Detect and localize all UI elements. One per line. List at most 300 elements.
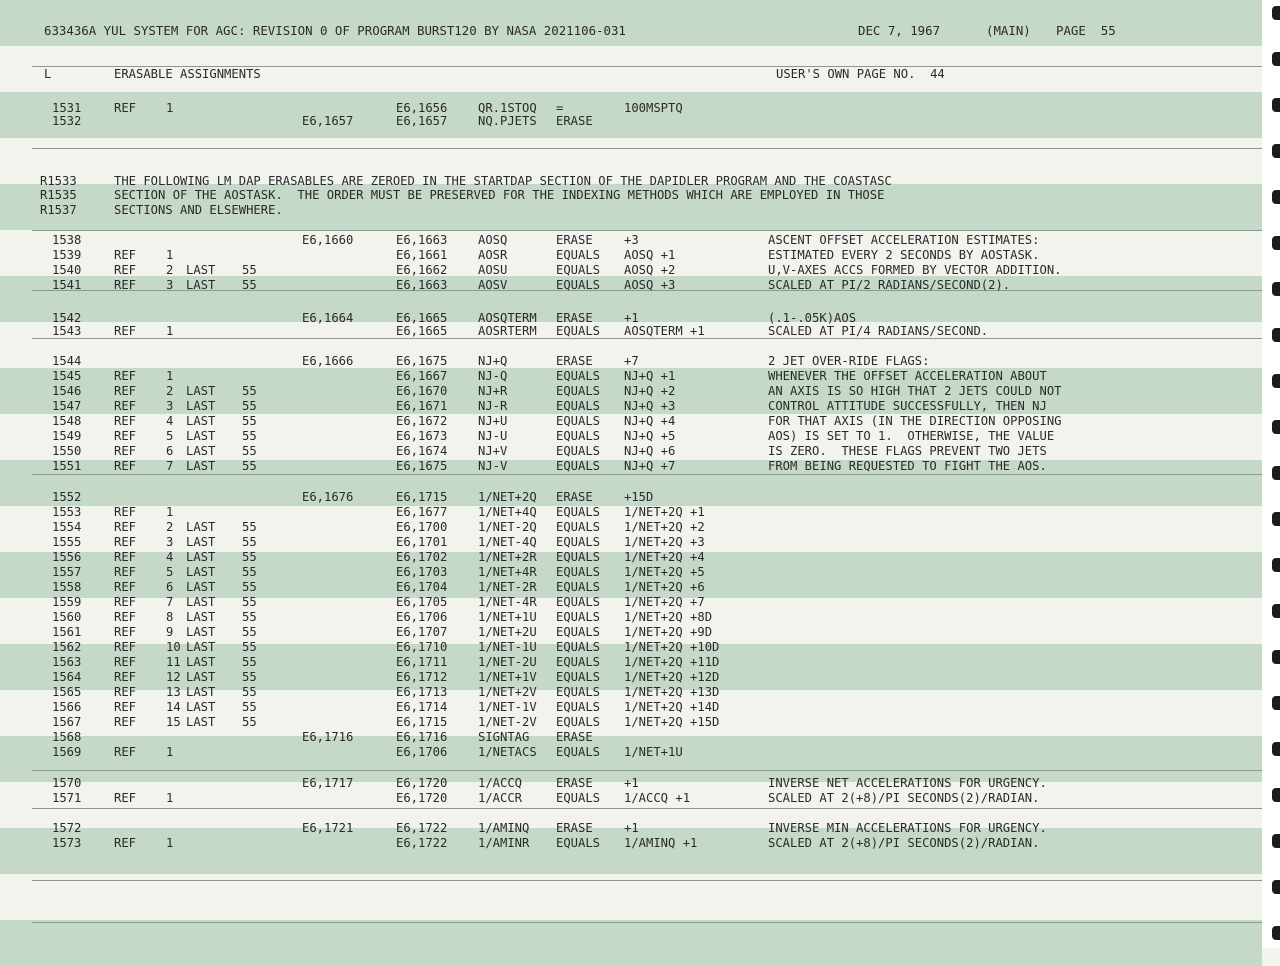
last-page: 55 — [242, 700, 257, 714]
feed-hole — [1272, 328, 1280, 342]
header-title: 633436A YUL SYSTEM FOR AGC: REVISION 0 OF PROGRAM BURST120 BY NASA 2021106-031 — [44, 23, 626, 38]
feed-hole — [1272, 420, 1280, 434]
ref-count: 8 — [166, 610, 174, 624]
address-2: E6,1665 — [396, 311, 448, 325]
listing-row — [0, 655, 1262, 670]
address-2: E6,1673 — [396, 429, 448, 443]
operand: 1/NET+2Q +9D — [624, 625, 713, 639]
symbol-name: 1/NET-1U — [478, 640, 537, 654]
symbol-name: NJ-U — [478, 429, 508, 443]
address-2: E6,1701 — [396, 535, 448, 549]
ref-keyword: REF — [114, 670, 137, 684]
address-1: E6,1657 — [302, 114, 354, 128]
operand: NJ+Q +1 — [624, 369, 676, 383]
rule-line — [32, 474, 1262, 475]
opcode: EQUALS — [556, 278, 601, 292]
ref-count: 14 — [166, 700, 181, 714]
line-number: 1568 — [52, 730, 82, 744]
ref-keyword: REF — [114, 101, 137, 115]
opcode: EQUALS — [556, 550, 601, 564]
comment-text: THE FOLLOWING LM DAP ERASABLES ARE ZEROED IN THE STARTDAP SECTION OF THE DAPIDLER PROGRAM AND THE COASTASC — [114, 174, 892, 188]
feed-hole — [1272, 834, 1280, 848]
last-page: 55 — [242, 610, 257, 624]
last-keyword: LAST — [186, 414, 216, 428]
ref-keyword: REF — [114, 278, 137, 292]
operand: 1/NET+2Q +15D — [624, 715, 720, 729]
operand: AOSQTERM +1 — [624, 324, 705, 338]
ref-count: 3 — [166, 535, 174, 549]
ref-count: 1 — [166, 836, 174, 850]
opcode: EQUALS — [556, 640, 601, 654]
paper-band — [0, 920, 1262, 966]
comment: IS ZERO. THESE FLAGS PREVENT TWO JETS — [768, 444, 1047, 458]
feed-hole — [1272, 926, 1280, 940]
listing-row — [0, 776, 1262, 791]
listing-row — [0, 715, 1262, 730]
ref-keyword: REF — [114, 715, 137, 729]
address-2: E6,1704 — [396, 580, 448, 594]
last-page: 55 — [242, 625, 257, 639]
opcode: EQUALS — [556, 836, 601, 850]
address-2: E6,1656 — [396, 101, 448, 115]
line-number: 1531 — [52, 101, 82, 115]
ref-keyword: REF — [114, 399, 137, 413]
opcode: ERASE — [556, 354, 593, 368]
last-keyword: LAST — [186, 670, 216, 684]
comment: 2 JET OVER-RIDE FLAGS: — [768, 354, 930, 368]
feed-hole — [1272, 696, 1280, 710]
listing-row — [0, 114, 1262, 129]
ref-count: 4 — [166, 414, 174, 428]
ref-count: 7 — [166, 459, 174, 473]
symbol-name: 1/AMINQ — [478, 821, 530, 835]
comment: FROM BEING REQUESTED TO FIGHT THE AOS. — [768, 459, 1047, 473]
opcode: ERASE — [556, 730, 593, 744]
operand: NJ+Q +4 — [624, 414, 676, 428]
address-1: E6,1664 — [302, 311, 354, 325]
address-1: E6,1666 — [302, 354, 354, 368]
ref-keyword: REF — [114, 550, 137, 564]
opcode: EQUALS — [556, 414, 601, 428]
symbol-name: 1/ACCQ — [478, 776, 523, 790]
opcode: EQUALS — [556, 384, 601, 398]
operand: 1/NET+2Q +4 — [624, 550, 705, 564]
last-keyword: LAST — [186, 535, 216, 549]
listing-row — [0, 324, 1262, 339]
address-2: E6,1674 — [396, 444, 448, 458]
operand: 1/NET+2Q +1 — [624, 505, 705, 519]
listing-row — [0, 263, 1262, 278]
comment: FOR THAT AXIS (IN THE DIRECTION OPPOSING — [768, 414, 1062, 428]
ref-count: 4 — [166, 550, 174, 564]
operand: NJ+Q +3 — [624, 399, 676, 413]
address-2: E6,1706 — [396, 745, 448, 759]
ref-keyword: REF — [114, 263, 137, 277]
subheader-letter: L — [44, 67, 52, 81]
comment: (.1-.05K)AOS — [768, 311, 857, 325]
symbol-name: 1/NETACS — [478, 745, 537, 759]
line-number: 1538 — [52, 233, 82, 247]
line-number: 1549 — [52, 429, 82, 443]
comment: AN AXIS IS SO HIGH THAT 2 JETS COULD NOT — [768, 384, 1062, 398]
last-keyword: LAST — [186, 640, 216, 654]
feed-hole — [1272, 604, 1280, 618]
listing-row — [0, 459, 1262, 474]
symbol-name: 1/AMINR — [478, 836, 530, 850]
last-page: 55 — [242, 444, 257, 458]
address-2: E6,1714 — [396, 700, 448, 714]
comment-text: SECTION OF THE AOSTASK. THE ORDER MUST BE PRESERVED FOR THE INDEXING METHODS WHICH ARE EMPLOYED IN THOSE — [114, 188, 885, 202]
line-number: 1560 — [52, 610, 82, 624]
last-keyword: LAST — [186, 580, 216, 594]
operand: 1/ACCQ +1 — [624, 791, 691, 805]
line-number: 1562 — [52, 640, 82, 654]
listing-row — [0, 610, 1262, 625]
listing-row — [0, 535, 1262, 550]
line-number: 1571 — [52, 791, 82, 805]
ref-count: 15 — [166, 715, 181, 729]
symbol-name: 1/NET+1V — [478, 670, 537, 684]
line-number: 1559 — [52, 595, 82, 609]
address-2: E6,1720 — [396, 791, 448, 805]
listing-row — [0, 595, 1262, 610]
line-number: 1550 — [52, 444, 82, 458]
feed-hole — [1272, 512, 1280, 526]
header-page: PAGE 55 — [1056, 23, 1116, 38]
feed-hole — [1272, 6, 1280, 20]
address-2: E6,1667 — [396, 369, 448, 383]
last-page: 55 — [242, 580, 257, 594]
tractor-feed-strip — [1262, 0, 1280, 948]
comment: ESTIMATED EVERY 2 SECONDS BY AOSTASK. — [768, 248, 1040, 262]
ref-count: 2 — [166, 263, 174, 277]
listing-row — [0, 791, 1262, 806]
symbol-name: 1/NET+2R — [478, 550, 537, 564]
line-number: 1566 — [52, 700, 82, 714]
comment: CONTROL ATTITUDE SUCCESSFULLY, THEN NJ — [768, 399, 1047, 413]
address-2: E6,1705 — [396, 595, 448, 609]
address-2: E6,1706 — [396, 610, 448, 624]
listing-row — [0, 821, 1262, 836]
symbol-name: NJ-R — [478, 399, 508, 413]
line-number: 1565 — [52, 685, 82, 699]
last-keyword: LAST — [186, 520, 216, 534]
opcode: EQUALS — [556, 369, 601, 383]
line-number: 1546 — [52, 384, 82, 398]
address-2: E6,1671 — [396, 399, 448, 413]
listing-row — [0, 745, 1262, 760]
symbol-name: 1/NET-2R — [478, 580, 537, 594]
ref-keyword: REF — [114, 324, 137, 338]
address-2: E6,1675 — [396, 459, 448, 473]
operand: 1/NET+2Q +10D — [624, 640, 720, 654]
ref-count: 3 — [166, 399, 174, 413]
comment: SCALED AT 2(+8)/PI SECONDS(2)/RADIAN. — [768, 836, 1040, 850]
last-keyword: LAST — [186, 625, 216, 639]
opcode: EQUALS — [556, 429, 601, 443]
line-number: 1569 — [52, 745, 82, 759]
address-2: E6,1722 — [396, 836, 448, 850]
opcode: EQUALS — [556, 745, 601, 759]
address-2: E6,1715 — [396, 490, 448, 504]
opcode: ERASE — [556, 821, 593, 835]
ref-keyword: REF — [114, 580, 137, 594]
last-keyword: LAST — [186, 278, 216, 292]
operand: NJ+Q +2 — [624, 384, 676, 398]
operand: 1/NET+2Q +8D — [624, 610, 713, 624]
last-page: 55 — [242, 263, 257, 277]
address-2: E6,1665 — [396, 324, 448, 338]
listing-row — [0, 490, 1262, 505]
address-2: E6,1661 — [396, 248, 448, 262]
operand: 1/NET+2Q +14D — [624, 700, 720, 714]
feed-hole — [1272, 650, 1280, 664]
operand: NJ+Q +7 — [624, 459, 676, 473]
header-section: (MAIN) — [986, 23, 1031, 38]
feed-hole — [1272, 880, 1280, 894]
symbol-name: 1/NET+2Q — [478, 490, 537, 504]
symbol-name: QR.1STOQ — [478, 101, 537, 115]
operand: +1 — [624, 821, 639, 835]
operand: AOSQ +3 — [624, 278, 676, 292]
opcode: EQUALS — [556, 595, 601, 609]
line-number: 1573 — [52, 836, 82, 850]
ref-count: 12 — [166, 670, 181, 684]
last-keyword: LAST — [186, 595, 216, 609]
opcode: EQUALS — [556, 399, 601, 413]
comment: WHENEVER THE OFFSET ACCELERATION ABOUT — [768, 369, 1047, 383]
address-2: E6,1713 — [396, 685, 448, 699]
address-1: E6,1717 — [302, 776, 354, 790]
line-number: 1561 — [52, 625, 82, 639]
comment-text: SECTIONS AND ELSEWHERE. — [114, 203, 283, 217]
opcode: EQUALS — [556, 248, 601, 262]
comment-row — [0, 174, 1262, 189]
address-2: E6,1672 — [396, 414, 448, 428]
ref-keyword: REF — [114, 565, 137, 579]
line-number: 1545 — [52, 369, 82, 383]
ref-keyword: REF — [114, 640, 137, 654]
address-2: E6,1702 — [396, 550, 448, 564]
opcode: EQUALS — [556, 565, 601, 579]
ref-count: 6 — [166, 444, 174, 458]
last-keyword: LAST — [186, 384, 216, 398]
symbol-name: 1/NET-4R — [478, 595, 537, 609]
line-number: 1553 — [52, 505, 82, 519]
listing-row — [0, 520, 1262, 535]
symbol-name: 1/NET+1U — [478, 610, 537, 624]
comment-row — [0, 188, 1262, 203]
last-page: 55 — [242, 655, 257, 669]
address-2: E6,1700 — [396, 520, 448, 534]
symbol-name: 1/NET+4Q — [478, 505, 537, 519]
ref-count: 5 — [166, 565, 174, 579]
ref-count: 1 — [166, 248, 174, 262]
line-number: 1539 — [52, 248, 82, 262]
opcode: EQUALS — [556, 324, 601, 338]
listing-row — [0, 233, 1262, 248]
opcode: ERASE — [556, 114, 593, 128]
line-number: 1554 — [52, 520, 82, 534]
listing-row — [0, 625, 1262, 640]
operand: 1/NET+2Q +3 — [624, 535, 705, 549]
opcode: = — [556, 101, 564, 115]
symbol-name: NJ+R — [478, 384, 508, 398]
address-2: E6,1716 — [396, 730, 448, 744]
line-number: 1555 — [52, 535, 82, 549]
line-number: 1540 — [52, 263, 82, 277]
listing-row — [0, 836, 1262, 851]
feed-hole — [1272, 466, 1280, 480]
address-2: E6,1670 — [396, 384, 448, 398]
comment: U,V-AXES ACCS FORMED BY VECTOR ADDITION. — [768, 263, 1062, 277]
symbol-name: SIGNTAG — [478, 730, 530, 744]
ref-count: 1 — [166, 745, 174, 759]
operand: +1 — [624, 311, 639, 325]
operand: +7 — [624, 354, 639, 368]
subheader — [0, 67, 1262, 82]
last-keyword: LAST — [186, 715, 216, 729]
symbol-name: NJ+V — [478, 444, 508, 458]
comment: INVERSE MIN ACCELERATIONS FOR URGENCY. — [768, 821, 1047, 835]
symbol-name: AOSQTERM — [478, 311, 537, 325]
operand: NJ+Q +5 — [624, 429, 676, 443]
listing-row — [0, 580, 1262, 595]
symbol-name: NJ-V — [478, 459, 508, 473]
ref-count: 1 — [166, 324, 174, 338]
address-2: E6,1662 — [396, 263, 448, 277]
ref-keyword: REF — [114, 685, 137, 699]
symbol-name: NQ.PJETS — [478, 114, 537, 128]
opcode: ERASE — [556, 490, 593, 504]
address-1: E6,1660 — [302, 233, 354, 247]
listing-row — [0, 399, 1262, 414]
ref-count: 1 — [166, 369, 174, 383]
opcode: EQUALS — [556, 670, 601, 684]
opcode: ERASE — [556, 311, 593, 325]
symbol-name: AOSRTERM — [478, 324, 537, 338]
last-page: 55 — [242, 670, 257, 684]
user-page-number: USER'S OWN PAGE NO. 44 — [776, 67, 945, 81]
address-2: E6,1722 — [396, 821, 448, 835]
comment: AOS) IS SET TO 1. OTHERWISE, THE VALUE — [768, 429, 1055, 443]
comment: SCALED AT PI/4 RADIANS/SECOND. — [768, 324, 989, 338]
ref-keyword: REF — [114, 414, 137, 428]
line-number: 1567 — [52, 715, 82, 729]
ref-keyword: REF — [114, 700, 137, 714]
listing-row — [0, 444, 1262, 459]
operand: +1 — [624, 776, 639, 790]
symbol-name: 1/NET+2V — [478, 685, 537, 699]
last-keyword: LAST — [186, 565, 216, 579]
listing-row — [0, 384, 1262, 399]
ref-count: 9 — [166, 625, 174, 639]
line-number: 1563 — [52, 655, 82, 669]
operand: 1/NET+2Q +7 — [624, 595, 705, 609]
line-number: 1552 — [52, 490, 82, 504]
ref-count: 6 — [166, 580, 174, 594]
line-number: 1547 — [52, 399, 82, 413]
opcode: EQUALS — [556, 520, 601, 534]
ref-keyword: REF — [114, 248, 137, 262]
last-page: 55 — [242, 565, 257, 579]
opcode: EQUALS — [556, 505, 601, 519]
listing-row — [0, 700, 1262, 715]
last-keyword: LAST — [186, 263, 216, 277]
ref-keyword: REF — [114, 610, 137, 624]
comment: SCALED AT PI/2 RADIANS/SECOND(2). — [768, 278, 1011, 292]
last-page: 55 — [242, 535, 257, 549]
symbol-name: AOSR — [478, 248, 508, 262]
address-1: E6,1676 — [302, 490, 354, 504]
listing-row — [0, 414, 1262, 429]
symbol-name: NJ+U — [478, 414, 508, 428]
address-2: E6,1675 — [396, 354, 448, 368]
address-2: E6,1712 — [396, 670, 448, 684]
address-2: E6,1715 — [396, 715, 448, 729]
last-page: 55 — [242, 399, 257, 413]
ref-keyword: REF — [114, 535, 137, 549]
listing-row — [0, 685, 1262, 700]
rule-line — [32, 770, 1262, 771]
operand: 100MSPTQ — [624, 101, 683, 115]
listing-row — [0, 369, 1262, 384]
line-number: 1572 — [52, 821, 82, 835]
comment-line-number: R1535 — [40, 188, 77, 202]
line-number: 1556 — [52, 550, 82, 564]
feed-hole — [1272, 190, 1280, 204]
line-number: 1542 — [52, 311, 82, 325]
address-2: E6,1710 — [396, 640, 448, 654]
last-page: 55 — [242, 685, 257, 699]
ref-count: 13 — [166, 685, 181, 699]
symbol-name: AOSV — [478, 278, 508, 292]
symbol-name: NJ+Q — [478, 354, 508, 368]
last-keyword: LAST — [186, 655, 216, 669]
listing-row — [0, 670, 1262, 685]
ref-count: 3 — [166, 278, 174, 292]
listing-header — [0, 23, 1262, 38]
feed-hole — [1272, 236, 1280, 250]
address-2: E6,1663 — [396, 233, 448, 247]
feed-hole — [1272, 144, 1280, 158]
operand: 1/NET+2Q +12D — [624, 670, 720, 684]
comment-row — [0, 203, 1262, 218]
symbol-name: 1/NET+4R — [478, 565, 537, 579]
operand: 1/NET+1U — [624, 745, 683, 759]
comment-line-number: R1533 — [40, 174, 77, 188]
last-keyword: LAST — [186, 444, 216, 458]
listing-row — [0, 248, 1262, 263]
ref-keyword: REF — [114, 444, 137, 458]
line-number: 1541 — [52, 278, 82, 292]
opcode: EQUALS — [556, 444, 601, 458]
symbol-name: AOSQ — [478, 233, 508, 247]
last-page: 55 — [242, 459, 257, 473]
opcode: EQUALS — [556, 625, 601, 639]
rule-line — [32, 808, 1262, 809]
opcode: EQUALS — [556, 715, 601, 729]
rule-line — [32, 880, 1262, 881]
listing-row — [0, 565, 1262, 580]
opcode: EQUALS — [556, 263, 601, 277]
last-page: 55 — [242, 595, 257, 609]
line-number: 1544 — [52, 354, 82, 368]
last-keyword: LAST — [186, 399, 216, 413]
ref-keyword: REF — [114, 505, 137, 519]
opcode: EQUALS — [556, 459, 601, 473]
symbol-name: 1/NET-1V — [478, 700, 537, 714]
